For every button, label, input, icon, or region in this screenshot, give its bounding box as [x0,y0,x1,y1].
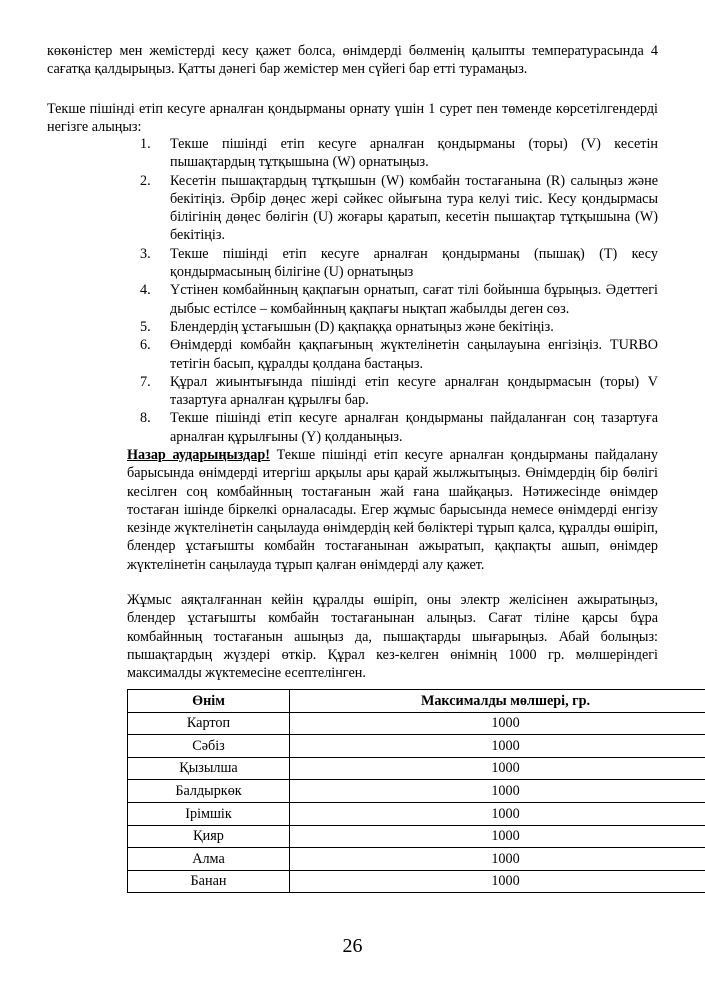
table-row [128,735,705,758]
max-quantity-table [127,689,705,893]
page-number: 26 [342,935,363,957]
step-text: Кесетін пышақтардың тұтқышын (W) комбайн тостағанына (R) салыңыз және бекітіңіз. Әрбір дөңес жері сәйкес ойығына тура келуі тиіс. Кесу қондырмасы білігінің дөңес бөлігін (U) жоғары қаратып, кесетін пышақтар тұтқышына (W) бекітіңіз. [170,172,658,244]
table-row [128,870,705,893]
list-item [140,245,658,282]
product-cell: Картоп [128,712,290,735]
step-text: Блендердің ұстағышын (D) қақпаққа орнатыңыз және бекітіңіз. [170,318,554,335]
list-item [140,409,658,446]
product-cell: Банан [128,870,290,893]
intro-paragraph: көкөністер мен жемістерді кесу қажет болса, өнімдерді бөлменің қалыпты температурасында 4 сағатқа қалдырыңыз. Қатты дәнегі бар жемістер мен сүйегі бар етті турамаңыз. [47,43,658,78]
step-text: Құрал жиынтығында пішінді етіп кесуге арналған қондырмасын (торы) V тазартуға арналған құрылғы бар. [170,373,658,409]
list-item [140,373,658,410]
step-text: Текше пішінді етіп кесуге арналған қондырманы (пышақ) (T) кесу қондырмасының білігіне (U) орнатыңыз [170,245,658,281]
table-header-row [128,690,705,713]
quantity-cell: 1000 [290,848,705,871]
table-row [128,757,705,780]
table-row [128,802,705,825]
quantity-cell: 1000 [290,780,705,803]
table-row [128,825,705,848]
warning-label: Назар аударыңыздар! [127,447,270,463]
step-number: 5. [140,318,151,335]
product-cell: Балдыркөк [128,780,290,803]
step-text: Өнімдерді комбайн қақпағының жүктелінетін саңылауына енгізіңіз. TURBO тетігін басып, құралды қолдана бастаңыз. [170,337,658,372]
product-cell: Сәбіз [128,735,290,758]
step-number: 3. [140,245,151,262]
list-item [140,172,658,245]
product-cell: Алма [128,848,290,871]
quantity-cell: 1000 [290,825,705,848]
step-number: 1. [140,136,151,152]
list-item [140,318,658,336]
product-cell: Ірімшік [128,802,290,825]
product-cell: Қызылша [128,757,290,780]
product-cell: Қияр [128,825,290,848]
quantity-cell: 1000 [290,757,705,780]
table-row [128,712,705,735]
list-item [140,336,658,373]
step-number: 4. [140,282,151,299]
warning-paragraph [127,446,658,574]
quantity-cell: 1000 [290,870,705,893]
table-row [128,848,705,871]
column-header-max-quantity: Максималды мөлшері, гр. [290,690,705,713]
step-number: 7. [140,373,151,390]
list-item [140,135,658,172]
step-text: Текше пішінді етіп кесуге арналған қондырманы пайдаланған соң тазартуға арналған құрылғыны (Y) қолданыңыз. [170,410,658,445]
instructions-lead-paragraph: Текше пішінді етіп кесуге арналған қондырманы орнату үшін 1 сурет пен төменде көрсетілгендерді негізге алыңыз: [47,101,658,136]
step-number: 2. [140,172,151,189]
step-number: 6. [140,337,151,354]
quantity-cell: 1000 [290,712,705,735]
warning-text: Текше пішінді етіп кесуге арналған қондырманы пайдалану барысында өнімдерді итергіш арқылы ары қарай жылжытыңыз. Өнімдердің бір бөлігі кесілген соң комбайнның тостағанын жай ғана шайқаңыз. Нәтижесінде өнімдер тостаған ішінде біркелкі орналасады. Егер жұмыс барысында немесе өнімдерді енгізу кезінде жүктелінетін саңылауда өнімдердің кей бөліктері тұрып қалса, құралды өшіріп, блендер ұстағышты комбайн тостағанынан ажыратып, қақпақты ашып, өнімдер жүктелінетін саңылауда тұрып қалған өнімдерді алу қажет. [127,447,658,573]
assembly-steps-list [140,135,658,446]
step-text: Текше пішінді етіп кесуге арналған қондырманы (торы) (V) кесетін пышақтардың тұтқышына (W) орнатыңыз. [170,136,658,171]
step-text: Үстінен комбайнның қақпағын орнатып, сағат тілі бойынша бұрыңыз. Әдеттегі дыбыс естілсе – комбайнның қақпағы нықтап жабылды деген сөз. [170,282,658,317]
step-number: 8. [140,410,151,427]
quantity-cell: 1000 [290,735,705,758]
list-item [140,281,658,318]
column-header-product: Өнім [128,690,290,713]
closing-paragraph: Жұмыс аяқталғаннан кейін құралды өшіріп, оны электр желісінен ажыратыңыз, блендер ұстағышты комбайн тостағанынан алыңыз. Сағат тіліне қарсы бұра комбайнның тостағанын ашыңыз да, пышақтарды шығарыңыз. Абай болыңыз: пышақтардың жүздері өткір. Құрал кез-келген өнімнің 1000 гр. мөлшеріндегі максималды жүктемесіне есептелінген. [127,592,658,682]
quantity-cell: 1000 [290,802,705,825]
table-row [128,780,705,803]
